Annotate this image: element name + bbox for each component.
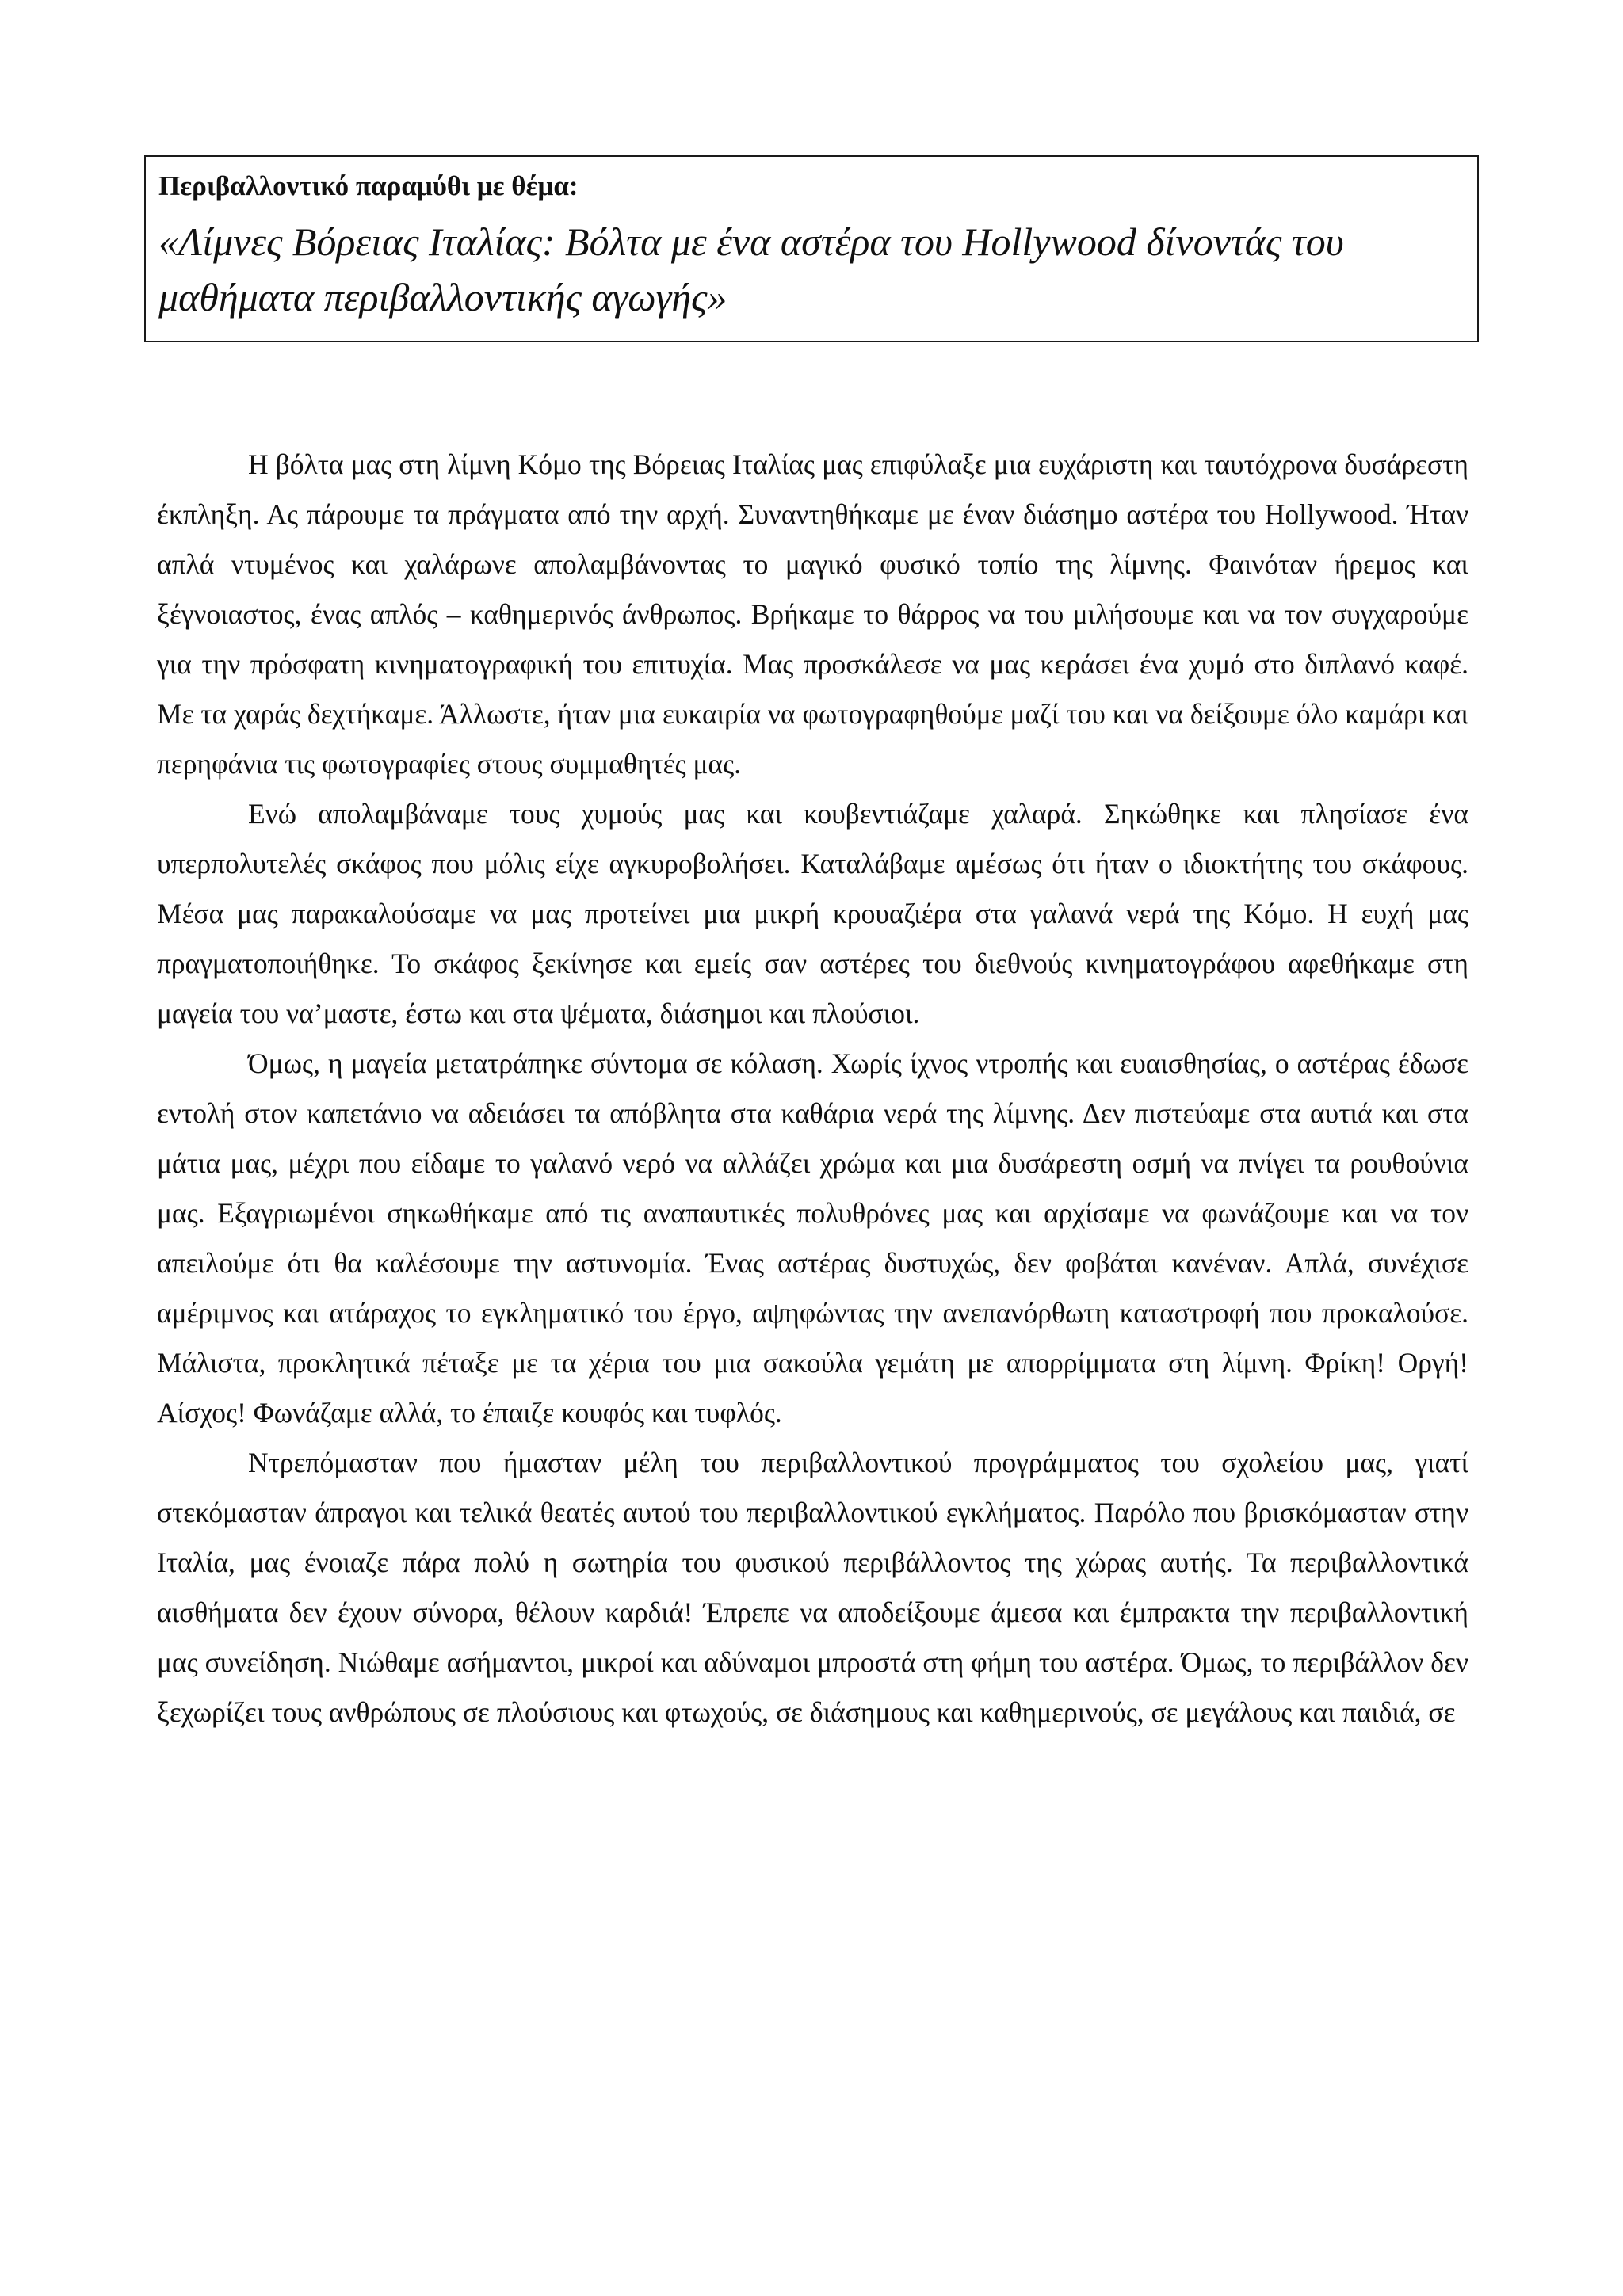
paragraph-4: Ντρεπόμασταν που ήμασταν μέλη του περιβαλλοντικού προγράμματος του σχολείου μας, γιατί στεκόμασταν άπραγοι και τελικά θεατές αυτού του περιβαλλοντικού εγκλήματος. Παρόλο που βρισκόμασταν στην Ιταλία, μας ένοιαζε πάρα πολύ η σωτηρία του φυσικού περιβάλλοντος της χώρας αυτής. Τα περιβαλλοντικά αισθήματα δεν έχουν σύνορα, θέλουν καρδιά! Έπρεπε να αποδείξουμε άμεσα και έμπρακτα την περιβαλλοντική μας συνείδηση. Νιώθαμε ασήμαντοι, μικροί και αδύναμοι μπροστά στη φήμη του αστέρα. Όμως, το περιβάλλον δεν ξεχωρίζει τους ανθρώπους σε πλούσιους και φτωχούς, σε διάσημους και καθημερινούς, σε μεγάλους και παιδιά, σε [157,1447,1468,1728]
paragraph-2: Ενώ απολαμβάναμε τους χυμούς μας και κουβεντιάζαμε χαλαρά. Σηκώθηκε και πλησίασε ένα υπερπολυτελές σκάφος που μόλις είχε αγκυροβολήσει. Καταλάβαμε αμέσως ότι ήταν ο ιδιοκτήτης του σκάφους. Μέσα μας παρακαλούσαμε να μας προτείνει μια μικρή κρουαζιέρα στα γαλανά νερά της Κόμο. Η ευχή μας πραγματοποιήθηκε. Το σκάφος ξεκίνησε και εμείς σαν αστέρες του διεθνούς κινηματογράφου αφεθήκαμε στη μαγεία του να’μαστε, έστω και στα ψέματα, διάσημοι και πλούσιοι. [157,798,1468,1029]
title-box [144,155,1479,342]
paragraph-3: Όμως, η μαγεία μετατράπηκε σύντομα σε κόλαση. Χωρίς ίχνος ντροπής και ευαισθησίας, ο αστέρας έδωσε εντολή στον καπετάνιο να αδειάσει τα απόβλητα στα καθάρια νερά της λίμνης. Δεν πιστεύαμε στα αυτιά και στα μάτια μας, μέχρι που είδαμε το γαλανό νερό να αλλάζει χρώμα και μια δυσάρεστη οσμή να πνίγει τα ρουθούνια μας. Εξαγριωμένοι σηκωθήκαμε από τις αναπαυτικές πολυθρόνες μας και αρχίσαμε να φωνάζουμε και να τον απειλούμε ότι θα καλέσουμε την αστυνομία. Ένας αστέρας δυστυχώς, δεν φοβάται κανέναν. Απλά, συνέχισε αμέριμνος και ατάραχος το εγκληματικό του έργο, αψηφώντας την ανεπανόρθωτη καταστροφή που προκαλούσε. Μάλιστα, προκλητικά πέταξε με τα χέρια του μια σακούλα γεμάτη με απορρίμματα στη λίμνη. Φρίκη! Οργή! Αίσχος! Φωνάζαμε αλλά, το έπαιζε κουφός και τυφλός. [157,1047,1468,1428]
title-line-2: μαθήματα περιβαλλοντικής αγωγής» [158,275,727,319]
title-label: Περιβαλλοντικό παραμύθι με θέμα: [158,170,579,201]
document-title [158,214,1344,325]
title-line-1: «Λίμνες Βόρειας Ιταλίας: Βόλτα με ένα αστέρα του Hollywood δίνοντάς του [158,219,1344,264]
paragraph-1: Η βόλτα μας στη λίμνη Κόμο της Βόρειας Ιταλίας μας επιφύλαξε μια ευχάριστη και ταυτόχρονα δυσάρεστη έκπληξη. Ας πάρουμε τα πράγματα από την αρχή. Συναντηθήκαμε με έναν διάσημο αστέρα του Hollywood. Ήταν απλά ντυμένος και χαλάρωνε απολαμβάνοντας το μαγικό φυσικό τοπίο της λίμνης. Φαινόταν ήρεμος και ξέγνοιαστος, ένας απλός – καθημερινός άνθρωπος. Βρήκαμε το θάρρος να του μιλήσουμε και να τον συγχαρούμε για την πρόσφατη κινηματογραφική του επιτυχία. Μας προσκάλεσε να μας κεράσει ένα χυμό στο διπλανό καφέ. Με τα χαράς δεχτήκαμε. Άλλωστε, ήταν μια ευκαιρία να φωτογραφηθούμε μαζί του και να δείξουμε όλο καμάρι και περηφάνια τις φωτογραφίες στους συμμαθητές μας. [157,448,1468,780]
body-text [157,440,1468,1737]
